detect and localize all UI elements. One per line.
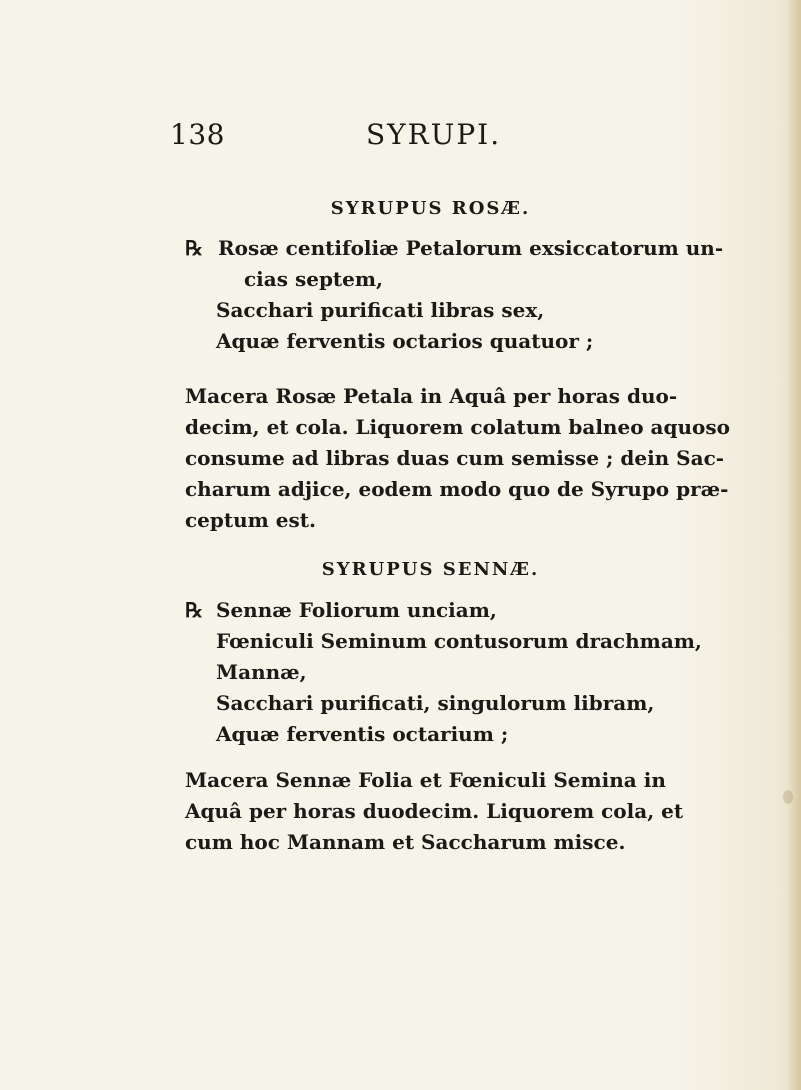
ingredient-line: Mannæ,	[216, 660, 307, 684]
recipe-symbol: ℞	[185, 598, 203, 622]
ingredient-line: Rosæ centifoliæ Petalorum exsiccatorum un-	[218, 236, 724, 260]
ingredient-line: Sacchari purificati libras sex,	[216, 298, 545, 322]
directions-line: decim, et cola. Liquorem colatum balneo aquoso	[185, 415, 730, 439]
directions-line: ceptum est.	[185, 508, 316, 532]
ingredient-line: Aquæ ferventis octarios quatuor ;	[216, 329, 594, 353]
recipe-symbol: ℞	[185, 236, 203, 260]
ingredient-line: cias septem,	[244, 267, 384, 291]
page-number: 138	[170, 118, 225, 151]
section-heading-syrupus-rosae: SYRUPUS ROSÆ.	[330, 198, 531, 219]
ingredient-line: Sacchari purificati, singulorum libram,	[216, 691, 655, 715]
directions-line: consume ad libras duas cum semisse ; dein Sac-	[185, 446, 725, 470]
directions-line: Aquâ per horas duodecim. Liquorem cola, et	[185, 799, 684, 823]
page-header	[170, 118, 690, 158]
directions-line: cum hoc Mannam et Saccharum misce.	[185, 830, 626, 854]
ingredient-line: Fœniculi Seminum contusorum drachmam,	[216, 629, 702, 653]
ingredient-line: Aquæ ferventis octarium ;	[216, 722, 509, 746]
page-edge-shadow	[787, 0, 801, 1090]
ingredient-line: Sennæ Foliorum unciam,	[216, 598, 497, 622]
section-heading-syrupus-sennae: SYRUPUS SENNÆ.	[321, 559, 540, 580]
running-head: SYRUPI.	[366, 118, 502, 151]
directions-line: Macera Rosæ Petala in Aquâ per horas duo-	[185, 384, 678, 408]
directions-line: charum adjice, eodem modo quo de Syrupo præ-	[185, 477, 729, 501]
directions-line: Macera Sennæ Folia et Fœniculi Semina in	[185, 768, 666, 792]
paper-stain	[783, 790, 793, 804]
